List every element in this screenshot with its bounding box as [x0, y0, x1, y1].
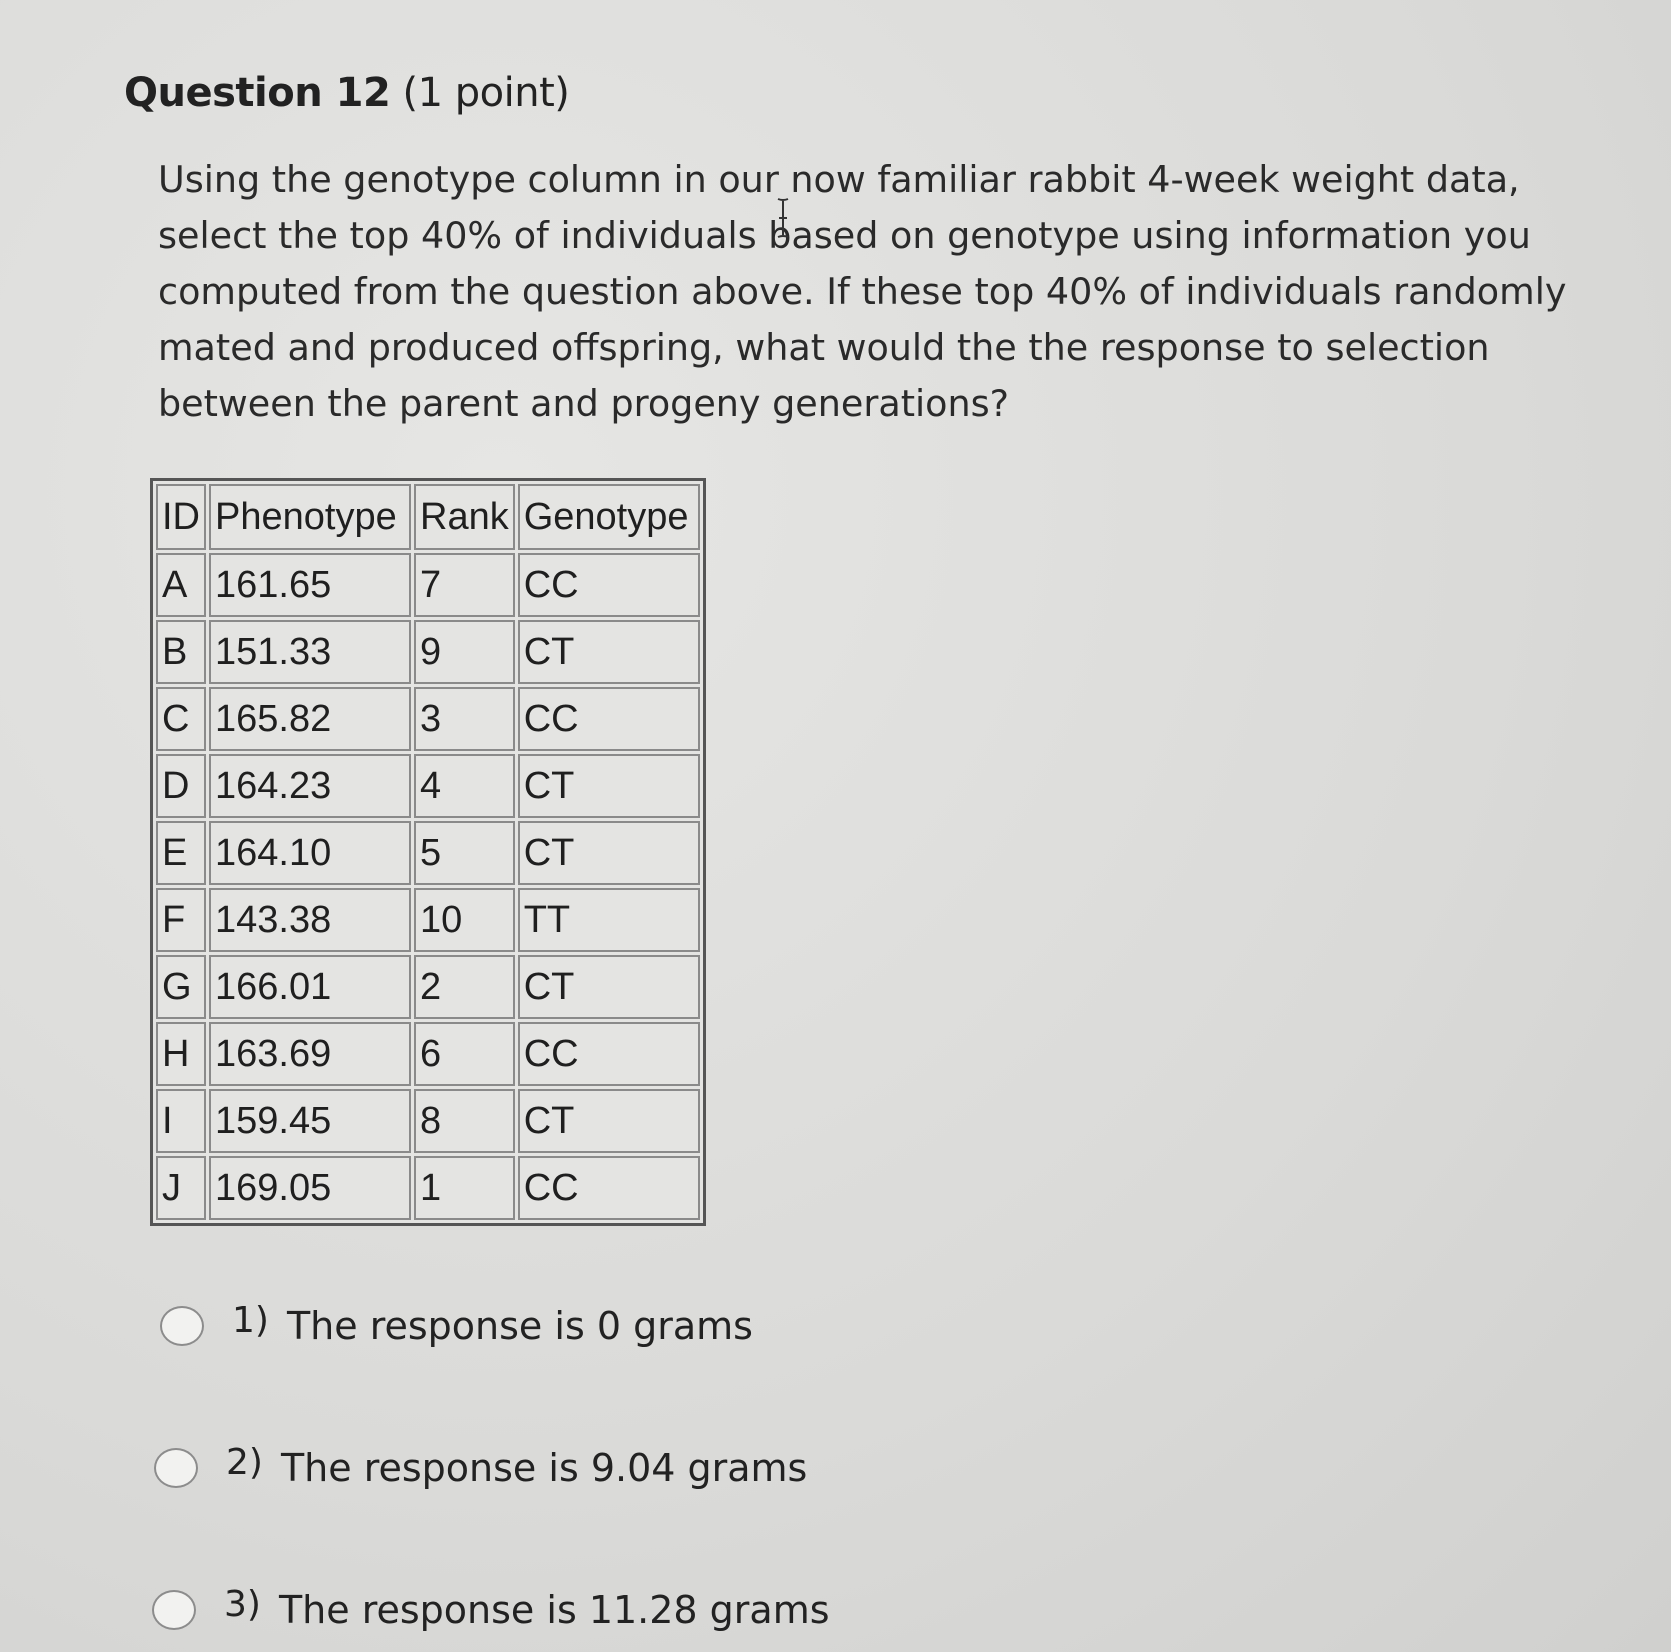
cell-phenotype: 143.38	[209, 888, 411, 952]
cell-id: E	[156, 821, 206, 885]
radio-button-icon[interactable]	[154, 1448, 198, 1488]
cell-phenotype: 163.69	[209, 1022, 411, 1086]
cell-genotype: CT	[518, 620, 700, 684]
table-row	[156, 754, 700, 818]
option-label: The response is 0 grams	[286, 1304, 753, 1348]
cell-rank: 2	[414, 955, 515, 1019]
cell-rank: 8	[414, 1089, 515, 1153]
table-row	[156, 821, 700, 885]
column-header-phenotype: Phenotype	[209, 484, 411, 550]
answer-option-3[interactable]	[152, 1583, 830, 1632]
table-row	[156, 888, 700, 952]
option-label: The response is 9.04 grams	[280, 1446, 808, 1490]
cell-rank: 3	[414, 687, 515, 751]
option-number: 1)	[232, 1299, 269, 1341]
rabbit-weight-table	[150, 478, 706, 1226]
radio-button-icon[interactable]	[152, 1590, 196, 1630]
table-row	[156, 553, 700, 617]
cell-genotype: CC	[518, 553, 700, 617]
cell-id: B	[156, 620, 206, 684]
cell-id: G	[156, 955, 206, 1019]
cell-genotype: CC	[518, 1156, 700, 1220]
cell-id: I	[156, 1089, 206, 1153]
cell-phenotype: 166.01	[209, 955, 411, 1019]
cell-id: F	[156, 888, 206, 952]
answer-option-1[interactable]	[160, 1299, 753, 1348]
table-row	[156, 1022, 700, 1086]
column-header-genotype: Genotype	[518, 484, 700, 550]
table-header-row	[156, 484, 700, 550]
column-header-rank: Rank	[414, 484, 515, 550]
cell-genotype: CT	[518, 1089, 700, 1153]
table-row	[156, 687, 700, 751]
question-header	[124, 70, 569, 116]
cell-phenotype: 159.45	[209, 1089, 411, 1153]
table-row	[156, 955, 700, 1019]
cell-phenotype: 169.05	[209, 1156, 411, 1220]
cell-rank: 9	[414, 620, 515, 684]
cell-rank: 6	[414, 1022, 515, 1086]
cell-genotype: CT	[518, 754, 700, 818]
cell-id: A	[156, 553, 206, 617]
cell-rank: 4	[414, 754, 515, 818]
option-number: 2)	[226, 1441, 263, 1483]
cell-rank: 10	[414, 888, 515, 952]
table-row	[156, 1089, 700, 1153]
cell-genotype: CT	[518, 955, 700, 1019]
cell-rank: 5	[414, 821, 515, 885]
question-number: Question 12	[124, 70, 391, 116]
cell-rank: 7	[414, 553, 515, 617]
cell-id: H	[156, 1022, 206, 1086]
option-number: 3)	[224, 1583, 261, 1625]
cell-genotype: CT	[518, 821, 700, 885]
cell-id: D	[156, 754, 206, 818]
cell-phenotype: 161.65	[209, 553, 411, 617]
cell-genotype: CC	[518, 687, 700, 751]
cell-phenotype: 164.10	[209, 821, 411, 885]
cell-rank: 1	[414, 1156, 515, 1220]
cell-genotype: CC	[518, 1022, 700, 1086]
text-cursor-icon	[776, 198, 790, 238]
table-row	[156, 1156, 700, 1220]
cell-genotype: TT	[518, 888, 700, 952]
answer-option-2[interactable]	[154, 1441, 808, 1490]
column-header-id: ID	[156, 484, 206, 550]
option-label: The response is 11.28 grams	[278, 1588, 830, 1632]
table-row	[156, 620, 700, 684]
cell-id: C	[156, 687, 206, 751]
question-points: (1 point)	[402, 70, 570, 116]
question-prompt: Using the genotype column in our now familiar rabbit 4-week weight data, select the top 40% of individuals based on genotype using information you computed from the question above. If these top 40% of individuals randomly mated and produced offspring, what would the the response to selection between the parent and progeny generations?	[158, 158, 1567, 425]
cell-id: J	[156, 1156, 206, 1220]
radio-button-icon[interactable]	[160, 1306, 204, 1346]
cell-phenotype: 151.33	[209, 620, 411, 684]
cell-phenotype: 165.82	[209, 687, 411, 751]
cell-phenotype: 164.23	[209, 754, 411, 818]
